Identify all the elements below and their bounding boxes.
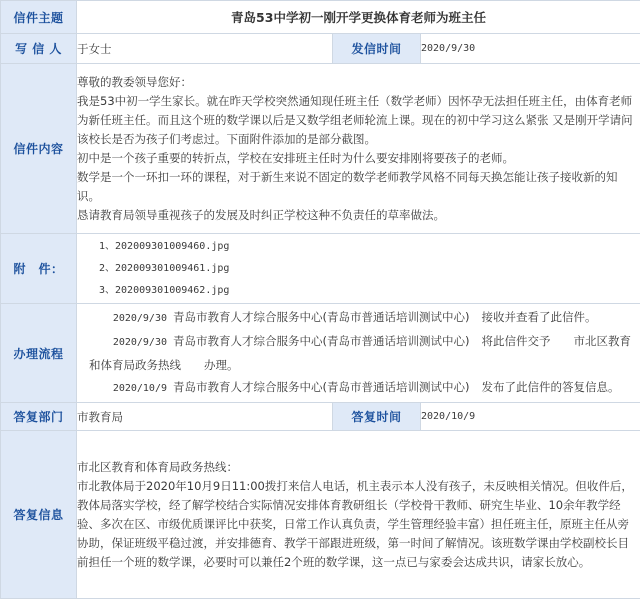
- process-list: [77, 304, 640, 403]
- process-entry: [89, 330, 636, 376]
- content-paragraph: 初中是一个孩子重要的转折点，学校在安排班主任时为什么要安排刚将要孩子的老师。: [77, 149, 640, 168]
- attachment-list: [77, 234, 640, 304]
- process-action: 发布了此信件的答复信息。: [481, 380, 619, 394]
- process-row: [1, 304, 640, 403]
- reply-dept-label: 答复部门: [1, 403, 77, 431]
- letter-content: [77, 64, 640, 234]
- reply-dept-row: [1, 403, 640, 431]
- attachment-link[interactable]: 2、202009301009461.jpg: [77, 258, 640, 280]
- subject-label: 信件主题: [1, 1, 77, 34]
- content-row: [1, 64, 640, 234]
- process-org: 青岛市教育人才综合服务中心(青岛市普通话培训测试中心): [173, 310, 469, 324]
- reply-dept: 市教育局: [77, 403, 333, 431]
- process-date: 2020/9/30: [89, 308, 167, 330]
- writer-name: 于女士: [77, 34, 333, 64]
- send-time-label: 发信时间: [333, 34, 421, 64]
- reply-time: 2020/10/9: [421, 403, 640, 431]
- process-entry: [89, 376, 636, 400]
- reply-content: [77, 431, 640, 599]
- attachment-link[interactable]: 1、202009301009460.jpg: [77, 236, 640, 258]
- subject-row: [1, 1, 640, 34]
- reply-label: 答复信息: [1, 431, 77, 599]
- reply-paragraph: 市北教体局于2020年10月9日11:00拨打来信人电话，机主表示本人没有孩子，未反映相关情况。但收件后，教体局落实学校，经了解学校结合实际情况安排体育教研组长（学校骨干教师、研究生毕业、10余年教学经验、多次在区、市级优质课评比中获奖，日常工作认真负责，学生管理经验丰富）担任班主任，原班主任从旁协助，保证班级平稳过渡，并安排德育、教学干部跟进班级，第一时间了解情况。该班数学课由学校副校长目前担任一个班的数学课，必要时可以兼任2个班的数学课，这一点已与家委会达成共识，请家长放心。: [77, 477, 640, 572]
- letter-subject: 青岛53中学初一刚开学更换体育老师为班主任: [77, 1, 640, 34]
- process-date: 2020/9/30: [89, 332, 167, 354]
- reply-time-label: 答复时间: [333, 403, 421, 431]
- reply-heading: 市北区教育和体育局政务热线：: [77, 458, 640, 477]
- content-paragraph: 我是53中初一学生家长。就在昨天学校突然通知现任班主任（数学老师）因怀孕无法担任班主任，由体育老师为新任班主任。而且这个班的数学课以后是又数学组老师轮流上课。现在的初中学习这么紧张 又是刚开学请问该校长是否为孩子们考虑过。下面附件添加的是部分截图。: [77, 92, 640, 149]
- attachment-link[interactable]: 3、202009301009462.jpg: [77, 280, 640, 302]
- writer-row: [1, 34, 640, 64]
- content-greeting: 尊敬的教委领导您好：: [77, 73, 640, 92]
- process-label: 办理流程: [1, 304, 77, 403]
- attachment-label: 附 件：: [1, 234, 77, 304]
- writer-label: 写 信 人: [1, 34, 77, 64]
- process-action: 接收并查看了此信件。: [481, 310, 596, 324]
- process-entry: [89, 306, 636, 330]
- content-label: 信件内容: [1, 64, 77, 234]
- process-action: 将此信件交予 市北区教育和体育局政务热线 办理。: [89, 334, 631, 372]
- content-paragraph: 数学是一个一环扣一环的课程，对于新生来说不固定的数学老师教学风格不同每天换怎能让孩子接收新的知识。: [77, 168, 640, 206]
- process-date: 2020/10/9: [89, 378, 167, 400]
- send-time: 2020/9/30: [421, 34, 640, 64]
- content-paragraph: 恳请教育局领导重视孩子的发展及时纠正学校这种不负责任的草率做法。: [77, 206, 640, 225]
- attachment-row: [1, 234, 640, 304]
- process-org: 青岛市教育人才综合服务中心(青岛市普通话培训测试中心): [173, 380, 469, 394]
- process-org: 青岛市教育人才综合服务中心(青岛市普通话培训测试中心): [173, 334, 469, 348]
- reply-row: [1, 431, 640, 599]
